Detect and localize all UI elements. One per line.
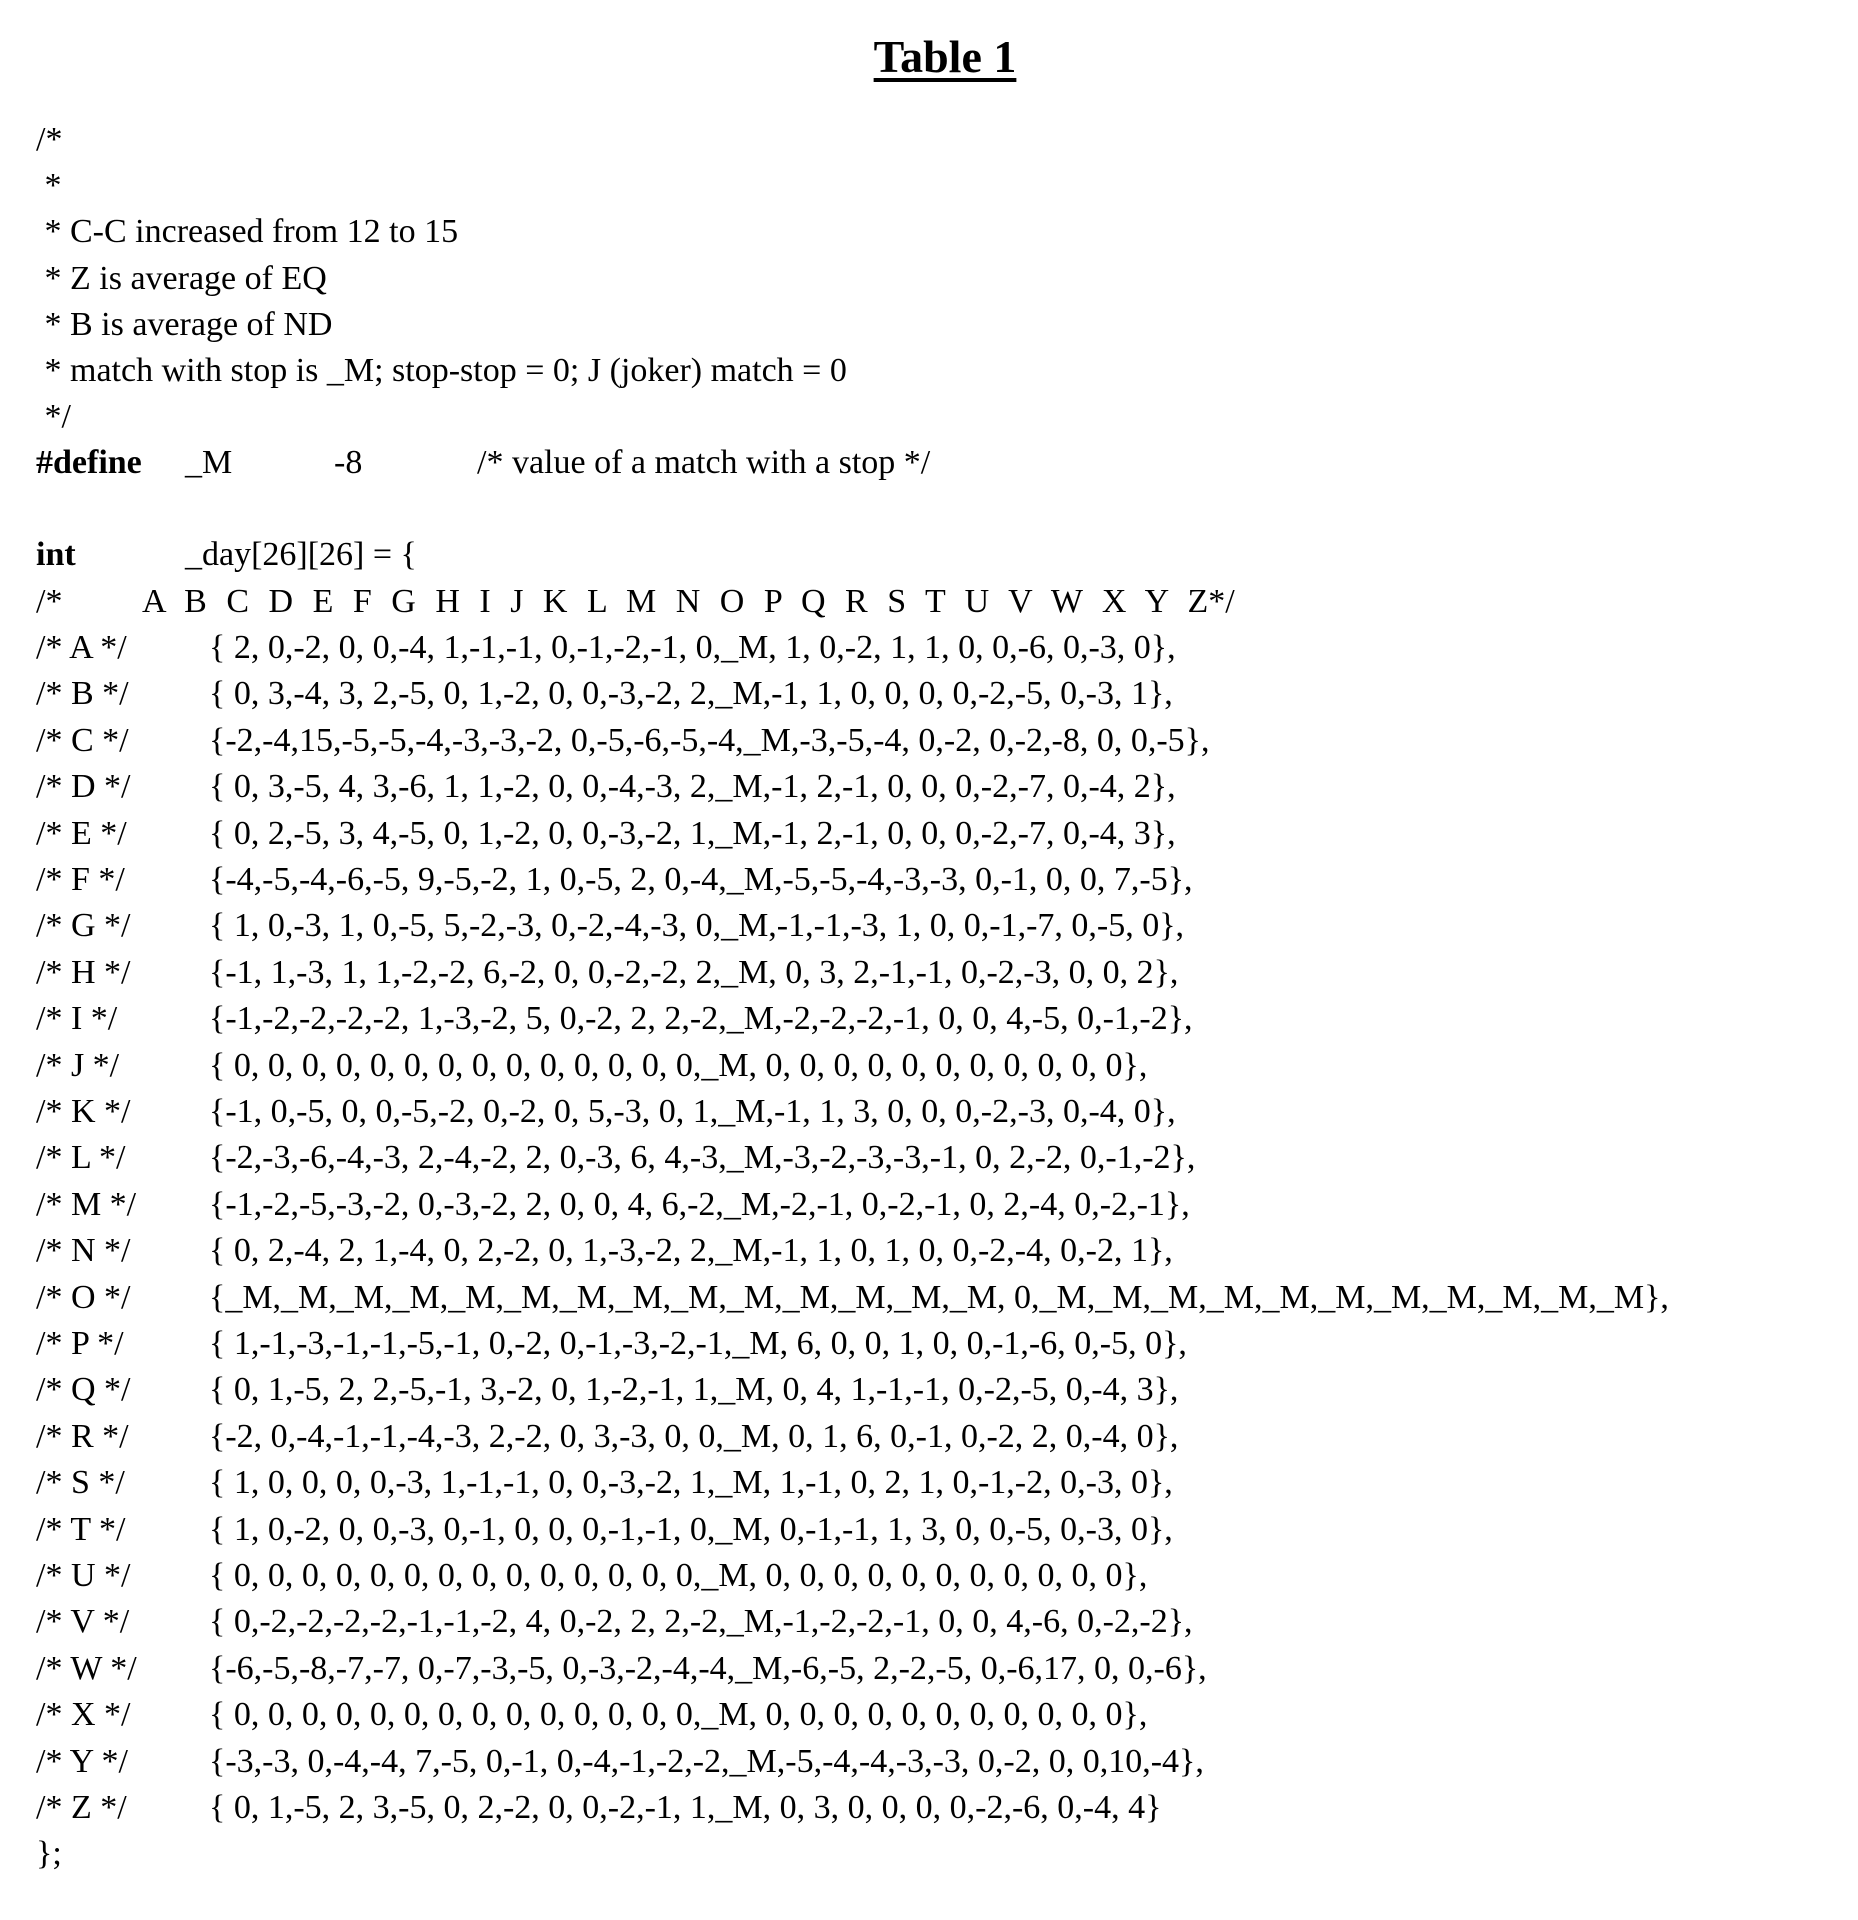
comment-line: * B is average of ND <box>36 302 332 348</box>
comment-line: * <box>36 163 62 209</box>
row-label: /* N */ <box>36 1228 130 1274</box>
comment-line: /* <box>36 117 62 163</box>
row-values: {-1, 1,-3, 1, 1,-2,-2, 6,-2, 0, 0,-2,-2, 2,_M, 0, 3, 2,-1,-1, 0,-2,-3, 0, 0, 2}, <box>209 950 1178 996</box>
header-open: /* <box>36 579 62 625</box>
row-label: /* I */ <box>36 996 117 1042</box>
table-row <box>0 950 1858 996</box>
row-values: {-1, 0,-5, 0, 0,-5,-2, 0,-2, 0, 5,-3, 0, 1,_M,-1, 1, 3, 0, 0, 0,-2,-3, 0,-4, 0}, <box>209 1089 1176 1135</box>
row-values: { 0,-2,-2,-2,-2,-1,-1,-2, 4, 0,-2, 2, 2,-2,_M,-1,-2,-2,-1, 0, 0, 4,-6, 0,-2,-2}, <box>209 1599 1193 1645</box>
comment-line: * Z is average of EQ <box>36 256 327 302</box>
define-value: -8 <box>334 440 362 486</box>
table-row <box>0 625 1858 671</box>
row-label: /* H */ <box>36 950 130 996</box>
closing-brace: }; <box>36 1831 62 1877</box>
row-values: {-1,-2,-5,-3,-2, 0,-3,-2, 2, 0, 0, 4, 6,-2,_M,-2,-1, 0,-2,-1, 0, 2,-4, 0,-2,-1}, <box>209 1182 1190 1228</box>
row-values: { 0, 0, 0, 0, 0, 0, 0, 0, 0, 0, 0, 0, 0, 0,_M, 0, 0, 0, 0, 0, 0, 0, 0, 0, 0, 0}, <box>209 1692 1147 1738</box>
row-values: {-2,-4,15,-5,-5,-4,-3,-3,-2, 0,-5,-6,-5,-4,_M,-3,-5,-4, 0,-2, 0,-2,-8, 0, 0,-5}, <box>209 718 1210 764</box>
row-label: /* C */ <box>36 718 129 764</box>
row-values: {-3,-3, 0,-4,-4, 7,-5, 0,-1, 0,-4,-1,-2,-2,_M,-5,-4,-4,-3,-3, 0,-2, 0, 0,10,-4}, <box>209 1739 1204 1785</box>
row-values: { 0, 3,-5, 4, 3,-6, 1, 1,-2, 0, 0,-4,-3, 2,_M,-1, 2,-1, 0, 0, 0,-2,-7, 0,-4, 2}, <box>209 764 1176 810</box>
table-row <box>0 903 1858 949</box>
table-row <box>0 1089 1858 1135</box>
row-values: { 1,-1,-3,-1,-1,-5,-1, 0,-2, 0,-1,-3,-2,-1,_M, 6, 0, 0, 1, 0, 0,-1,-6, 0,-5, 0}, <box>209 1321 1187 1367</box>
define-keyword: #define <box>36 440 142 486</box>
row-label: /* X */ <box>36 1692 130 1738</box>
row-label: /* P */ <box>36 1321 124 1367</box>
row-label: /* W */ <box>36 1646 137 1692</box>
table-row <box>0 1460 1858 1506</box>
row-values: { 1, 0,-2, 0, 0,-3, 0,-1, 0, 0, 0,-1,-1, 0,_M, 0,-1,-1, 1, 3, 0, 0,-5, 0,-3, 0}, <box>209 1507 1173 1553</box>
row-values: { 0, 1,-5, 2, 2,-5,-1, 3,-2, 0, 1,-2,-1, 1,_M, 0, 4, 1,-1,-1, 0,-2,-5, 0,-4, 3}, <box>209 1367 1178 1413</box>
row-values: { 1, 0, 0, 0, 0,-3, 1,-1,-1, 0, 0,-3,-2, 1,_M, 1,-1, 0, 2, 1, 0,-1,-2, 0,-3, 0}, <box>209 1460 1173 1506</box>
table-row <box>0 1182 1858 1228</box>
row-label: /* A */ <box>36 625 127 671</box>
row-values: { 0, 0, 0, 0, 0, 0, 0, 0, 0, 0, 0, 0, 0, 0,_M, 0, 0, 0, 0, 0, 0, 0, 0, 0, 0, 0}, <box>209 1553 1147 1599</box>
row-label: /* L */ <box>36 1135 125 1181</box>
row-values: { 2, 0,-2, 0, 0,-4, 1,-1,-1, 0,-1,-2,-1, 0,_M, 1, 0,-2, 1, 1, 0, 0,-6, 0,-3, 0}, <box>209 625 1176 671</box>
row-values: { 0, 2,-4, 2, 1,-4, 0, 2,-2, 0, 1,-3,-2, 2,_M,-1, 1, 0, 1, 0, 0,-2,-4, 0,-2, 1}, <box>209 1228 1173 1274</box>
row-label: /* T */ <box>36 1507 125 1553</box>
define-comment: /* value of a match with a stop */ <box>477 440 930 486</box>
table-row <box>0 1135 1858 1181</box>
row-values: {-4,-5,-4,-6,-5, 9,-5,-2, 1, 0,-5, 2, 0,-4,_M,-5,-5,-4,-3,-3, 0,-1, 0, 0, 7,-5}, <box>209 857 1193 903</box>
table-row <box>0 718 1858 764</box>
header-letters: A B C D E F G H I J K L M N O P Q R S T U V W X Y Z*/ <box>142 579 1235 625</box>
row-label: /* Q */ <box>36 1367 130 1413</box>
table-row <box>0 1367 1858 1413</box>
table-row <box>0 1321 1858 1367</box>
row-values: {_M,_M,_M,_M,_M,_M,_M,_M,_M,_M,_M,_M,_M,_M, 0,_M,_M,_M,_M,_M,_M,_M,_M,_M,_M,_M}, <box>209 1275 1669 1321</box>
declaration-type: int <box>36 532 76 578</box>
table-row <box>0 1785 1858 1831</box>
table-row <box>0 857 1858 903</box>
row-label: /* F */ <box>36 857 125 903</box>
column-header <box>0 579 1858 625</box>
declaration-text: _day[26][26] = { <box>185 532 417 578</box>
table-row <box>0 996 1858 1042</box>
row-values: { 1, 0,-3, 1, 0,-5, 5,-2,-3, 0,-2,-4,-3, 0,_M,-1,-1,-3, 1, 0, 0,-1,-7, 0,-5, 0}, <box>209 903 1184 949</box>
row-values: { 0, 2,-5, 3, 4,-5, 0, 1,-2, 0, 0,-3,-2, 1,_M,-1, 2,-1, 0, 0, 0,-2,-7, 0,-4, 3}, <box>209 811 1176 857</box>
row-label: /* D */ <box>36 764 130 810</box>
table-row <box>0 1692 1858 1738</box>
comment-line: */ <box>36 394 71 440</box>
define-line <box>0 440 1858 486</box>
row-values: { 0, 0, 0, 0, 0, 0, 0, 0, 0, 0, 0, 0, 0, 0,_M, 0, 0, 0, 0, 0, 0, 0, 0, 0, 0, 0}, <box>209 1043 1147 1089</box>
table-row <box>0 1275 1858 1321</box>
table-row <box>0 1507 1858 1553</box>
table-row <box>0 1414 1858 1460</box>
row-label: /* E */ <box>36 811 127 857</box>
table-title: Table 1 <box>0 30 1858 83</box>
array-declaration <box>0 532 1858 578</box>
row-values: { 0, 3,-4, 3, 2,-5, 0, 1,-2, 0, 0,-3,-2, 2,_M,-1, 1, 0, 0, 0, 0,-2,-5, 0,-3, 1}, <box>209 671 1173 717</box>
table-row <box>0 1043 1858 1089</box>
row-label: /* Y */ <box>36 1739 128 1785</box>
table-row <box>0 1553 1858 1599</box>
row-values: {-2, 0,-4,-1,-1,-4,-3, 2,-2, 0, 3,-3, 0, 0,_M, 0, 1, 6, 0,-1, 0,-2, 2, 0,-4, 0}, <box>209 1414 1178 1460</box>
table-row <box>0 811 1858 857</box>
row-label: /* O */ <box>36 1275 130 1321</box>
row-label: /* B */ <box>36 671 129 717</box>
table-row <box>0 1228 1858 1274</box>
comment-line: * C-C increased from 12 to 15 <box>36 209 458 255</box>
row-values: {-6,-5,-8,-7,-7, 0,-7,-3,-5, 0,-3,-2,-4,-4,_M,-6,-5, 2,-2,-5, 0,-6,17, 0, 0,-6}, <box>209 1646 1207 1692</box>
row-label: /* M */ <box>36 1182 136 1228</box>
row-values: {-2,-3,-6,-4,-3, 2,-4,-2, 2, 0,-3, 6, 4,-3,_M,-3,-2,-3,-3,-1, 0, 2,-2, 0,-1,-2}, <box>209 1135 1195 1181</box>
table-row <box>0 1646 1858 1692</box>
comment-line: * match with stop is _M; stop-stop = 0; J (joker) match = 0 <box>36 348 847 394</box>
table-row <box>0 1599 1858 1645</box>
row-values: {-1,-2,-2,-2,-2, 1,-3,-2, 5, 0,-2, 2, 2,-2,_M,-2,-2,-2,-1, 0, 0, 4,-5, 0,-1,-2}, <box>209 996 1193 1042</box>
row-label: /* J */ <box>36 1043 119 1089</box>
table-row <box>0 671 1858 717</box>
row-label: /* R */ <box>36 1414 129 1460</box>
define-name: _M <box>185 440 232 486</box>
row-label: /* K */ <box>36 1089 130 1135</box>
table-row <box>0 1739 1858 1785</box>
row-label: /* S */ <box>36 1460 125 1506</box>
row-label: /* G */ <box>36 903 130 949</box>
table-row <box>0 764 1858 810</box>
row-values: { 0, 1,-5, 2, 3,-5, 0, 2,-2, 0, 0,-2,-1, 1,_M, 0, 3, 0, 0, 0, 0,-2,-6, 0,-4, 4} <box>209 1785 1161 1831</box>
row-label: /* U */ <box>36 1553 130 1599</box>
row-label: /* Z */ <box>36 1785 127 1831</box>
row-label: /* V */ <box>36 1599 129 1645</box>
